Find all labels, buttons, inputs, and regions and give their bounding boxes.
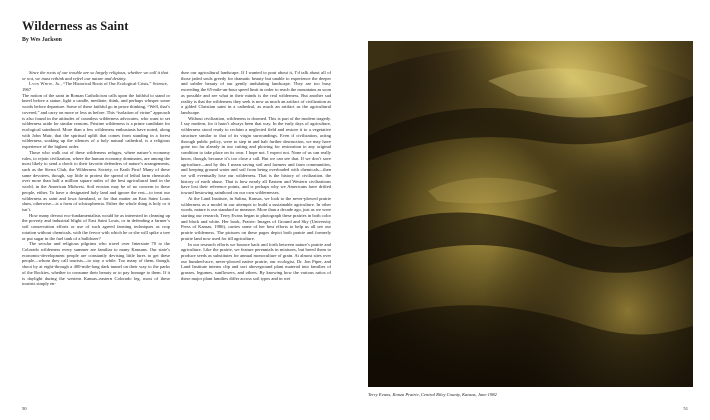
body-paragraph: How many devout eco-fundamentalists would be as interested in cleaning up the poverty and industrial blight of East Saint Louis, or in defending a farmer’s soil conservation efforts or use of such agreed farming techniques as crop rotation without chemicals, with the fervor with which he or she will spike a tree or put sugar in the fuel tank of a bulldozer? [22,212,170,241]
article-title: Wilderness as Saint [22,19,129,33]
photo-caption: Terry Evans, Konza Prairie, Central Riley County, Kansas, June 1982 [368,392,497,397]
epigraph-source: , “The Historical Roots of Our Ecological Crisis,” Science, 1967 [22,81,168,93]
body-paragraph: The notion of the saint in Roman Catholicism calls upon the faithful to stand or kneel before a statue, light a candle, meditate, think, and perhaps whisper some words before departure. Some of these faithful go in peace thinking, “Well, that’s covered,” and carry on more or less as before. This “isolation of virtue” approach is also found in the attitudes of countless wilderness advocates, who want to set wilderness aside for similar reasons. Pristine wilderness is a prime candidate for ecological sainthood. More than a few wilderness enthusiasts have noted, along with John Muir, that the spiritual uplift that comes from standing in a forest wilderness, soaking up the silences of a holy natural cathedral, is a religious experience of the highest order. [22,92,171,150]
prairie-photograph [368,41,693,387]
body-paragraph: dure our agricultural landscape. If I wanted to pout about it, I’d talk about all of those jaded souls greedy for dramatic beauty but unable to experience the deeper and subtler beauty of our gently undulating landscape. They are too busy exceeding the 65-mile-an-hour speed limit in order to reach the mountains as soon as possible and see what in their minds is the real wilderness. But another sad reality is that the wilderness they seek is now as much an artifact of civilization as a gilded Christian saint in a cathedral, as much an artifact as the agricultural landscape. [181,70,331,116]
body-paragraph: The secular and religious pilgrims who travel over Interstate 70 to the Colorado wilderness every summer are familiar to many Kansans. Our state’s economic-development people are constantly devising little lures to get these people—whom they call tourists—to stay a while. Too many of them, though, shoot by at eight-through a 400-mile-long dark tunnel on their way to the parks of the Rockies, whether to consume their beauty or to pay homage to them. If it is daylight during the western Kansas–eastern Colorado leg, most of these tourists simply en- [22,241,170,287]
body-paragraph: Without civilization, wilderness is doomed. This is part of the modern tragedy. I say modern, for it hasn’t always been that way. In the early days of agriculture, wilderness stood ready to reclaim a neglected field and restore it to a vegetative structure similar to that of its virgin surroundings. Even if civilization, acting through public policy, were to step in and halt further destruction, we may have gone too far already in our cutting and plowing for restoration to any original condition to take place on its own. I hope not. I expect not. None of us can really know, though, because it’s too close a call. But we can see that. If we don’t save agriculture—and by this I mean saving soil and farmers and farm communities, and keeping ground water and soil from being overloaded with chemicals—then we will eventually lose our wilderness. That is the history of civilization, the history of earth abuse. That is how nearly all Eastern and Western civilizations have lost their reference points, and is perhaps why we Americans have drifted toward bestowing sainthood on our own wildernesses. [181,115,331,196]
body-paragraph: At the Land Institute, in Salina, Kansas, we look to the never-plowed prairie wilderness as a model in our attempts to build a sustainable agriculture. In other words, nature is our standard or measure. More than a decade ago, just as we were starting our research, Terry Evans began to photograph these prairies in both color and black and white. Her book, Prairie: Images of Ground and Sky (University Press of Kansas, 1986), carries some of her best efforts to help us all see our prairie wilderness. The pictures on these pages depict both prairie and formerly prairie land now used for till agriculture. [181,195,331,241]
prairie-landscape-image [368,41,693,387]
epigraph-author: Lynn White, Jr. [29,81,61,87]
body-paragraph: In our research efforts we bounce back and forth between nature’s prairie and agriculture. Like the prairie, we feature perennials in mixtures, but breed them to produce seeds as substitutes for annual monoculture of grain. At almost sites over our hundred-acre, never-plowed native prairie, our ecologist, Dr. Jon Piper, and Land Institute interns clip and sort aboveground plant material into families of grasses, legumes, sunflowers, and others. By knowing how the various ratios of these major plant families differ across soil types and in wet [181,241,331,281]
page-number-left: 50 [22,406,27,411]
text-column-2 [181,70,331,282]
article-byline: By Wes Jackson [22,37,62,43]
epigraph-quote: Since the roots of our trouble are so largely religious, whether we call it that or not, we must rethink and refeel our nature and destiny. [22,70,169,81]
body-paragraph: Those who walk out of these wilderness refuges, where nature’s economy rules, to rejoin civilization, where the human economy dominates, are among the most likely to send a check to their favorite defenders of nature’s arrangements, such as the Sierra Club, the Wilderness Society, or Earth First! Many of these same devotees, though, say little to protest the spread of lethal farm chemicals over more than half a million square miles of the best agricultural land in the world, in the American Midwest. Soil erosion may be of no concern to these people, either. To have a designated holy land and ignore the rest—to treat our wilderness as saint and lowa farmland, or for that matter an East Saint Louis slum, otherwise—is a form of schizophrenia. Either the whole thing is holy or it isn’t. [22,149,170,212]
right-page [355,0,710,420]
page-number-right: 51 [683,406,688,411]
text-column-1 [22,70,170,287]
epigraph-attribution [22,81,170,92]
